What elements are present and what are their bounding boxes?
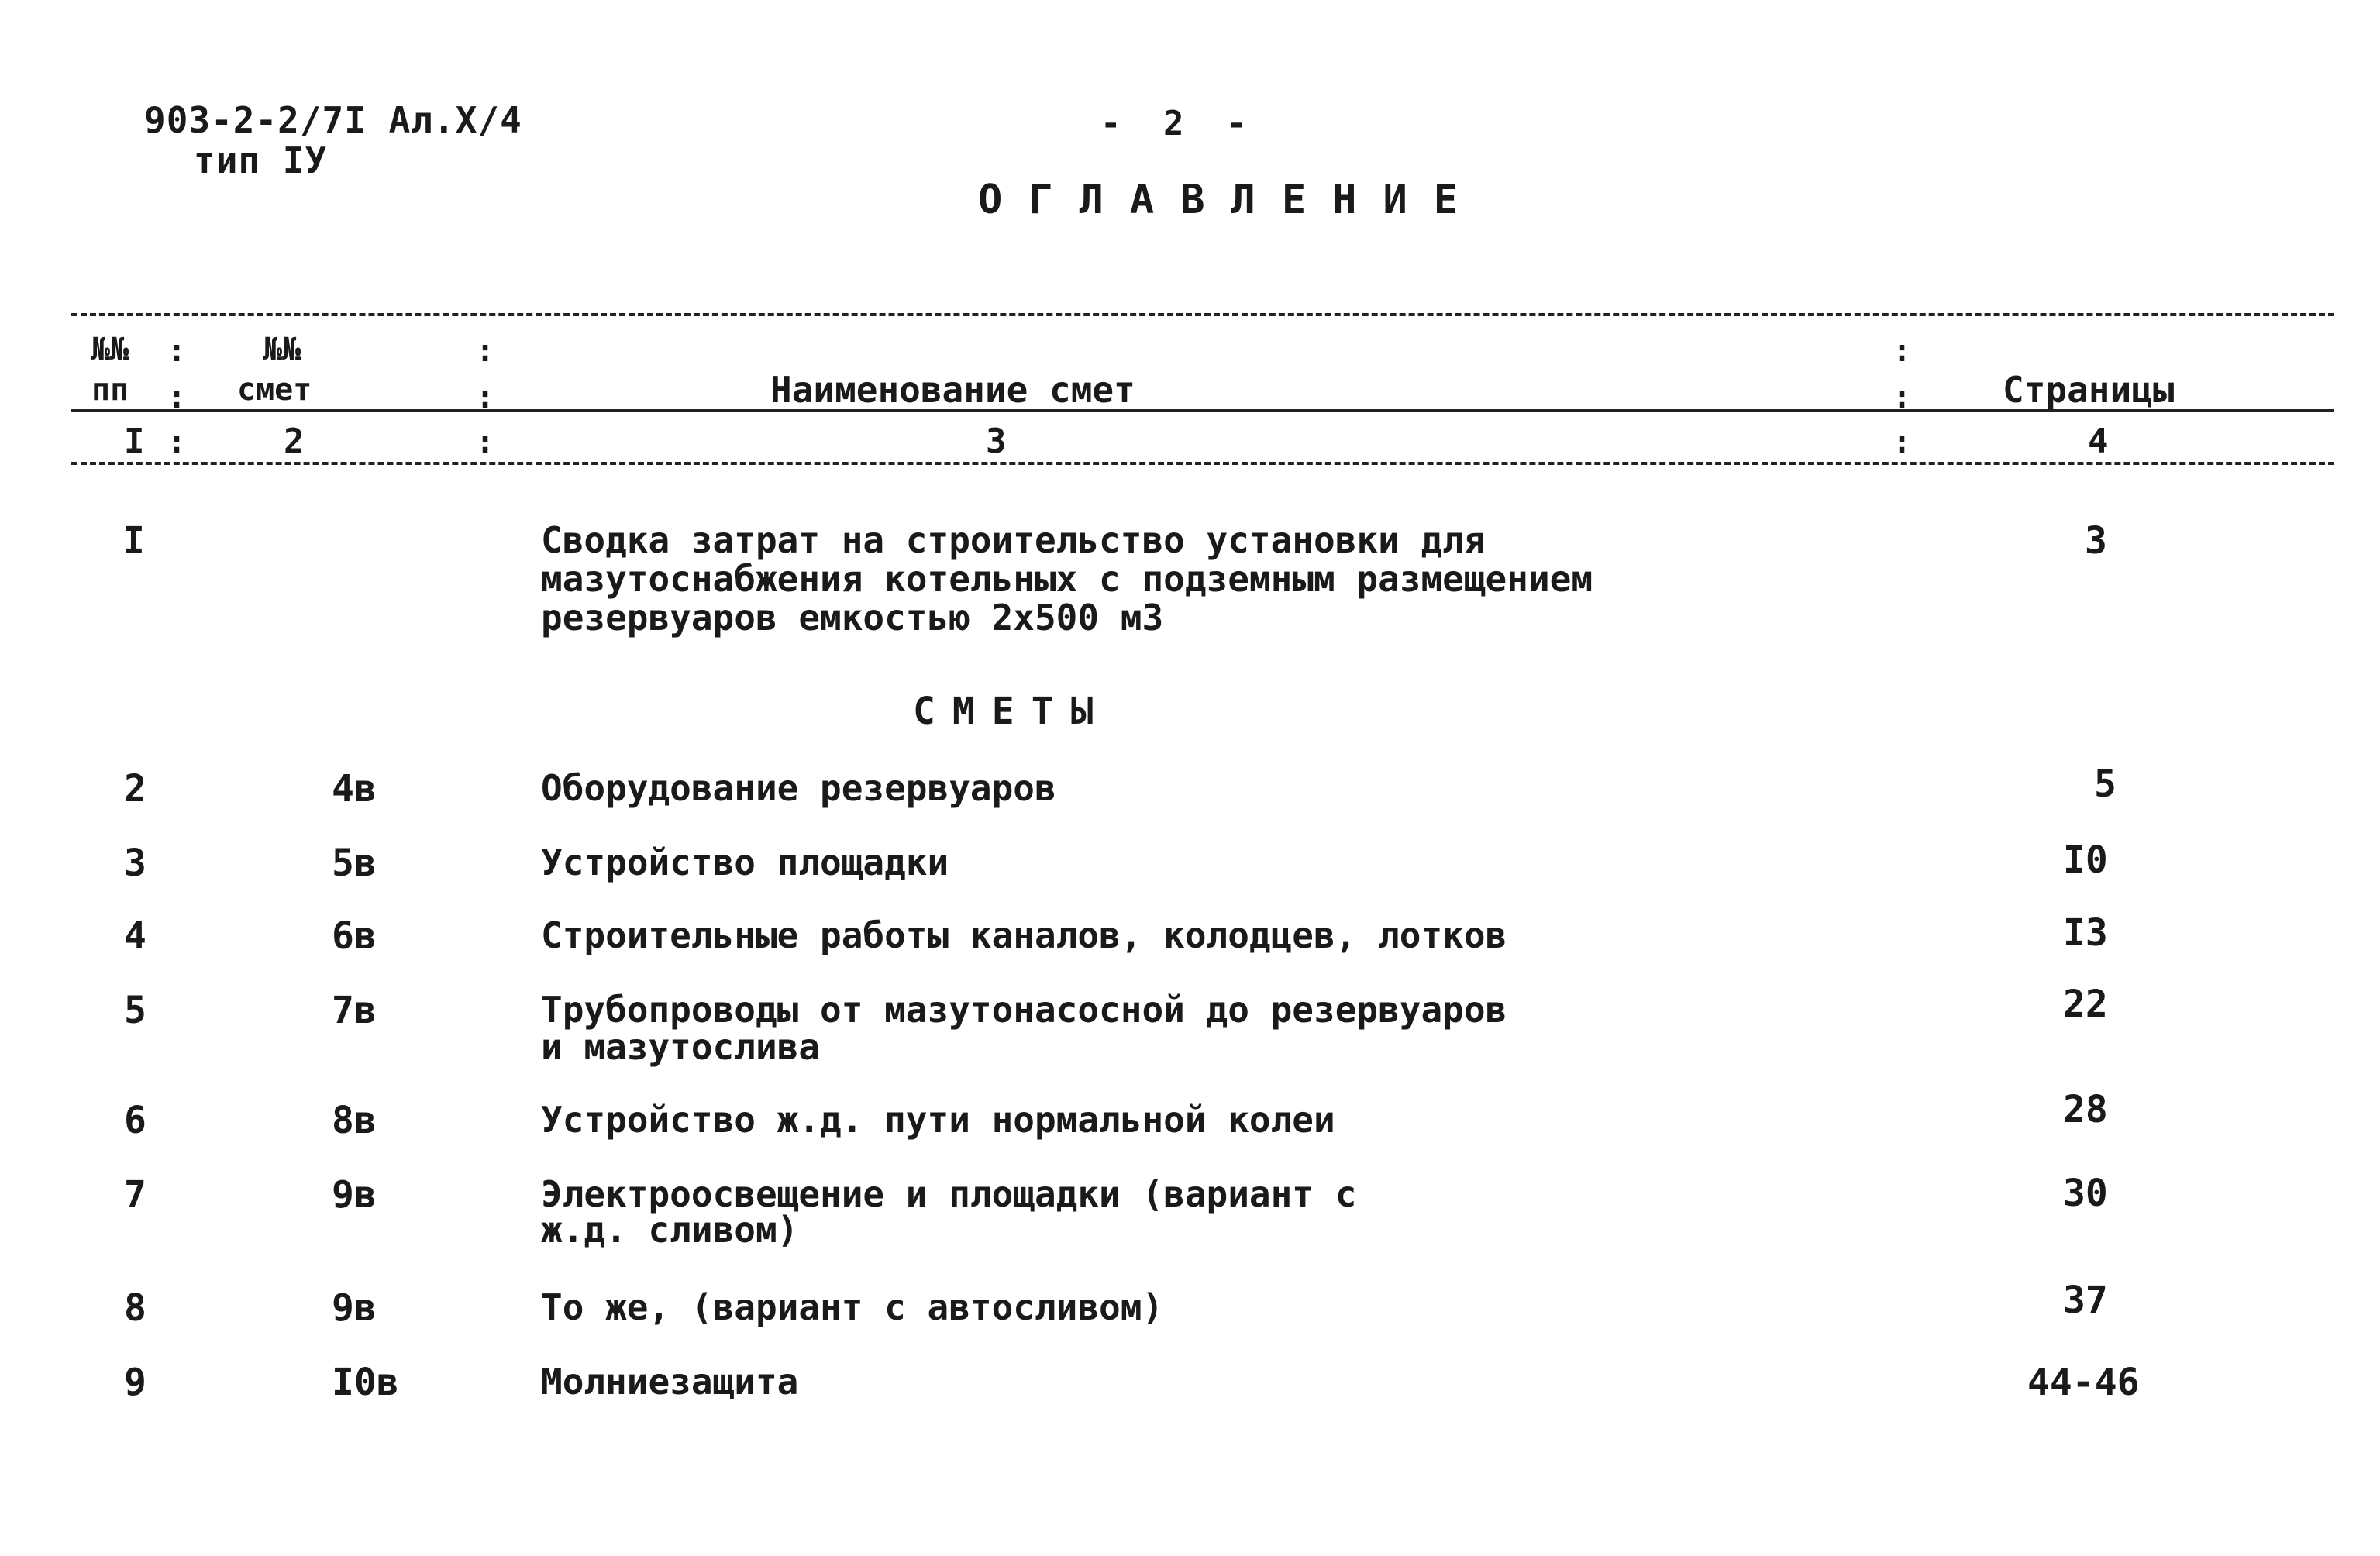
row-title: Устройство площадки (541, 842, 949, 883)
column-separator: : (1893, 380, 1912, 415)
page-title: ОГЛАВЛЕНИЕ (978, 177, 1485, 223)
row-page: I3 (2063, 911, 2108, 955)
column-separator: : (167, 333, 187, 369)
section-title: СМЕТЫ (913, 690, 1111, 733)
row-page: 5 (2094, 763, 2117, 806)
row-page: 22 (2063, 983, 2108, 1026)
column-separator: : (1893, 333, 1912, 369)
column-separator: : (167, 380, 187, 415)
row-number: 5 (124, 989, 146, 1032)
header-col4: Страницы (2003, 369, 2175, 411)
row-number: 4 (124, 914, 146, 958)
row-title-line2: и мазутослива (541, 1026, 821, 1068)
header-col1-line1: №№ (91, 332, 129, 367)
summary-row-text-line2: мазутоснабжения котельных с подземным размещением (541, 558, 1593, 600)
row-title: Оборудование резервуаров (541, 767, 1056, 809)
row-title-line1: Электроосвещение и площадки (вариант с (541, 1173, 1357, 1215)
column-separator: : (476, 380, 495, 415)
row-number: 7 (124, 1173, 146, 1217)
row-page: 44-46 (2027, 1361, 2140, 1404)
row-smeta: 6в (332, 914, 377, 958)
row-smeta: I0в (332, 1361, 399, 1404)
row-number: 9 (124, 1361, 146, 1404)
column-separator: : (167, 425, 187, 460)
row-title: Молниезащита (541, 1361, 799, 1403)
column-number-3: 3 (986, 422, 1007, 461)
row-title: Устройство ж.д. пути нормальной колеи (541, 1099, 1335, 1141)
row-number: 6 (124, 1099, 146, 1142)
header-col2-line1: №№ (263, 332, 301, 367)
row-smeta: 4в (332, 767, 377, 811)
column-separator: : (476, 333, 495, 369)
row-title-line2: ж.д. сливом) (541, 1209, 799, 1251)
summary-row-page: 3 (2085, 519, 2107, 563)
row-page: 28 (2063, 1088, 2108, 1131)
row-page: I0 (2063, 838, 2108, 882)
row-number: 3 (124, 842, 146, 885)
table-column-number-rule (71, 462, 2334, 465)
column-separator: : (476, 425, 495, 460)
document-type: тип IУ (194, 139, 328, 181)
row-title: Строительные работы каналов, колодцев, лотков (541, 914, 1507, 956)
summary-row-text-line1: Сводка затрат на строительство установки для (541, 519, 1486, 561)
header-col3: Наименование смет (770, 369, 1135, 411)
row-page: 30 (2063, 1172, 2108, 1215)
document-code: 903-2-2/7I Ал.X/4 (144, 99, 522, 141)
row-title: То же, (вариант с автосливом) (541, 1286, 1164, 1328)
page-number: - 2 - (1100, 104, 1258, 143)
row-number: 8 (124, 1286, 146, 1330)
column-separator: : (1893, 425, 1912, 460)
table-top-rule (71, 313, 2334, 316)
row-smeta: 8в (332, 1099, 377, 1142)
column-number-4: 4 (2088, 422, 2109, 461)
row-page: 37 (2063, 1279, 2108, 1322)
row-smeta: 9в (332, 1173, 377, 1217)
summary-row-text-line3: резервуаров емкостью 2х500 м3 (541, 597, 1164, 639)
summary-row-number: I (122, 519, 145, 563)
row-smeta: 7в (332, 989, 377, 1032)
row-number: 2 (124, 767, 146, 811)
row-title-line1: Трубопроводы от мазутонасосной до резервуаров (541, 989, 1507, 1031)
row-smeta: 9в (332, 1286, 377, 1330)
header-col2-line2: смет (237, 372, 312, 408)
column-number-2: 2 (284, 422, 305, 461)
column-number-1: I (124, 422, 145, 461)
table-header-rule (71, 409, 2334, 412)
row-smeta: 5в (332, 842, 377, 885)
header-col1-line2: пп (91, 372, 129, 408)
